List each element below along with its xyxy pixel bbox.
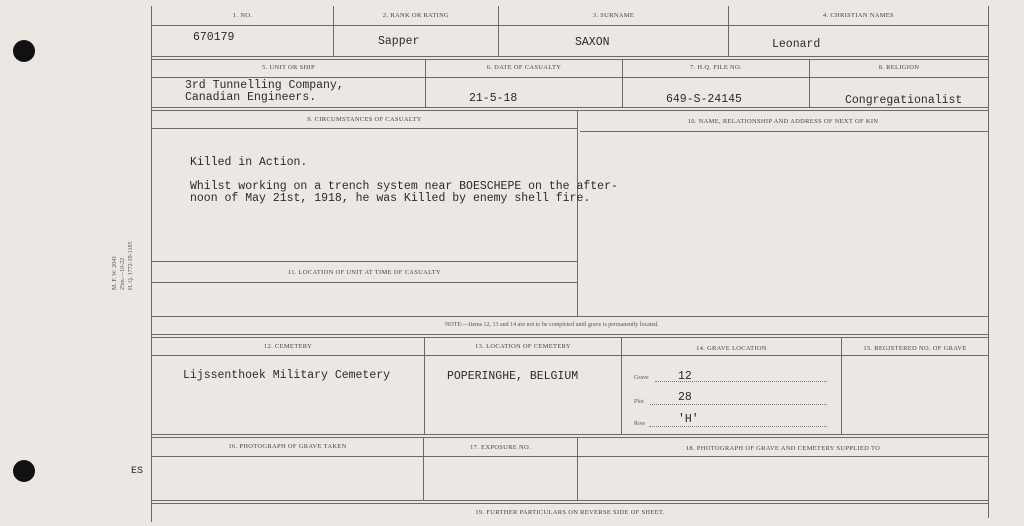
line-row2-bottom — [152, 107, 988, 108]
punch-hole-bottom — [13, 460, 35, 482]
line-row1-header — [152, 25, 988, 26]
line-loc-header — [152, 282, 577, 283]
line-row1-bottom — [152, 56, 988, 57]
value-file: 649-S-24145 — [666, 93, 742, 106]
line-row4-top — [152, 337, 988, 338]
note-text: NOTE:—Items 12, 13 and 14 are not to be completed until grave is permanently located. — [445, 322, 659, 328]
value-grave: 12 — [678, 370, 692, 383]
line-row4-bottom — [152, 434, 988, 435]
label-surname: 3. SURNAME — [592, 12, 635, 19]
label-christian-names: 4. CHRISTIAN NAMES — [823, 12, 894, 19]
value-surname: SAXON — [575, 36, 610, 49]
corner-mark: ES — [131, 466, 144, 477]
line-row3-top — [152, 110, 988, 111]
plot-dots — [650, 404, 827, 405]
label-further-particulars: 19. FURTHER PARTICULARS ON REVERSE SIDE OF SHEET. — [475, 509, 665, 516]
value-unit-line1: 3rd Tunnelling Company, — [185, 79, 344, 92]
line-note-top — [152, 316, 988, 317]
value-religion: Congregationalist — [845, 94, 963, 107]
value-christian-names: Leonard — [772, 38, 821, 51]
label-religion: 8. RELIGION — [878, 64, 920, 71]
label-exposure-no: 17. EXPOSURE NO. — [470, 444, 531, 451]
value-location-of-cemetery: POPERINGHE, BELGIUM — [447, 370, 579, 383]
label-file: 7. H.Q. FILE NO. — [690, 64, 742, 71]
punch-hole-top — [13, 40, 35, 62]
line-row4-header — [152, 355, 988, 356]
side-hq-number: H. Q. 1772-39-1185 — [128, 241, 134, 290]
value-unit-line2: Canadian Engineers. — [185, 91, 317, 104]
label-location-of-cemetery: 13. LOCATION OF CEMETERY — [475, 343, 571, 350]
label-circumstances: 9. CIRCUMSTANCES OF CASUALTY — [307, 116, 422, 123]
value-rank: Sapper — [378, 35, 420, 48]
grave-key: Grave — [634, 375, 649, 381]
line-row6-top — [152, 503, 988, 504]
value-number: 670179 — [193, 31, 235, 44]
label-cemetery: 12. CEMETERY — [263, 343, 313, 350]
side-form-number: M. F. W. 2041 — [112, 255, 118, 290]
line-note-bottom — [152, 334, 988, 335]
label-unit: 5. UNIT OR SHIP — [262, 64, 315, 71]
line-row3-header-left — [152, 128, 577, 129]
line-row2-header — [152, 77, 988, 78]
line-row5-bottom — [152, 500, 988, 501]
value-plot: 28 — [678, 391, 692, 404]
label-photograph-taken: 16. PHOTOGRAPH OF GRAVE TAKEN — [228, 443, 347, 450]
side-print-run: 25m.—10-22 — [120, 257, 126, 290]
div-r3 — [577, 110, 578, 316]
label-next-of-kin: 10. NAME, RELATIONSHIP AND ADDRESS OF NEXT OF KIN — [687, 118, 879, 125]
line-row5-top — [152, 437, 988, 438]
frame-right — [988, 6, 989, 518]
circumstances-line1: Killed in Action. — [190, 156, 308, 169]
value-date: 21-5-18 — [469, 92, 518, 105]
label-number: 1. NO. — [232, 12, 253, 19]
line-row5-header — [152, 456, 988, 457]
label-location-of-unit: 11. LOCATION OF UNIT AT TIME OF CASUALTY — [287, 269, 442, 276]
row-dots — [649, 426, 827, 427]
label-date: 6. DATE OF CASUALTY — [486, 64, 562, 71]
label-registered-no: 15. REGISTERED NO. OF GRAVE — [863, 345, 967, 352]
label-photograph-supplied: 18. PHOTOGRAPH OF GRAVE AND CEMETERY SUPPLIED TO — [685, 445, 881, 452]
plot-key: Plot — [634, 399, 644, 405]
circumstances-line2: Whilst working on a trench system near BOESCHEPE on the after- — [190, 180, 618, 193]
label-grave-location: 14. GRAVE LOCATION — [696, 345, 767, 352]
div-r4-a — [424, 337, 425, 434]
line-row2-top — [152, 59, 988, 60]
value-cemetery: Lijssenthoek Military Cemetery — [183, 369, 391, 382]
label-rank: 2. RANK OR RATING — [382, 12, 450, 19]
value-row: 'H' — [678, 413, 699, 426]
circumstances-line3: noon of May 21st, 1918, he was Killed by enemy shell fire. — [190, 192, 591, 205]
line-row3-header-right — [580, 131, 988, 132]
row-key: Row — [634, 421, 646, 427]
line-circ-bottom — [152, 261, 577, 262]
